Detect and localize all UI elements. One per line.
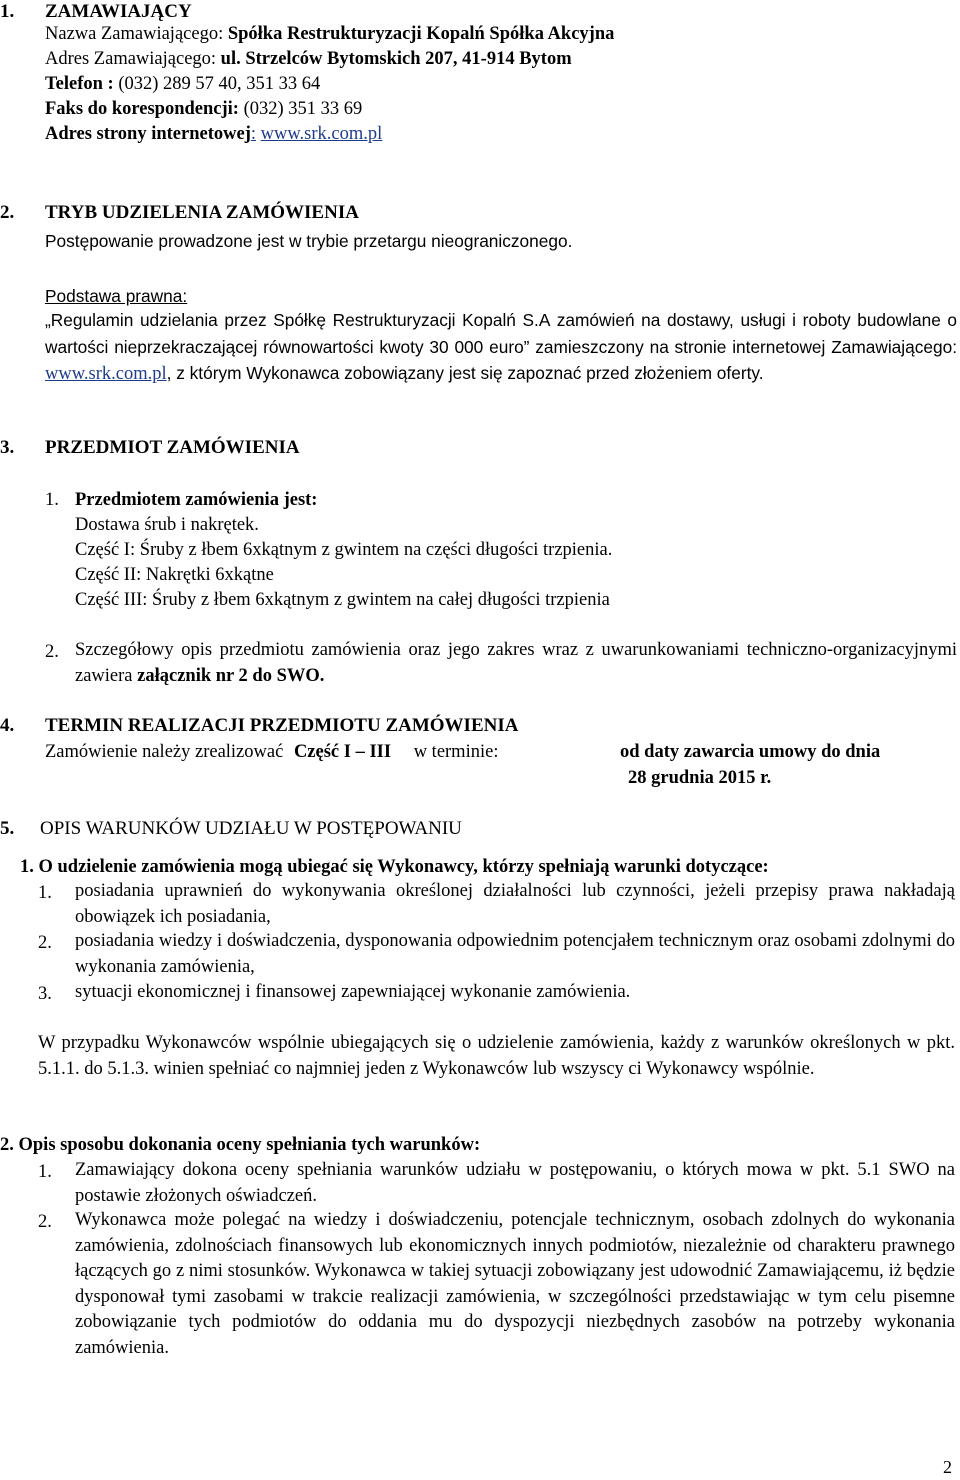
- legal-basis-link[interactable]: www.srk.com.pl: [45, 364, 167, 384]
- section-3-heading: 3. PRZEDMIOT ZAMÓWIENIA: [0, 437, 300, 458]
- deadline-value-1: od daty zawarcia umowy do dnia: [620, 742, 881, 762]
- condition-item: posiadania wiedzy i doświadczenia, dysponowania odpowiednim potencjałem technicznym oraz osobami zdolnymi do wykonania zamówienia,: [75, 931, 955, 977]
- section-4-title: TERMIN REALIZACJI PRZEDMIOTU ZAMÓWIENIA: [45, 715, 519, 736]
- contracting-name: Nazwa Zamawiającego: Spółka Restrukturyzacji Kopalń Spółka Akcyjna: [45, 24, 615, 44]
- subject-item-2: Szczegółowy opis przedmiotu zamówienia oraz jego zakres wraz z uwarunkowaniami techniczno-organizacyjnymi zawiera załącznik nr 2 do SWO.: [75, 640, 957, 686]
- section-1-heading: [0, 0, 192, 24]
- subject-line: Część III: Śruby z łbem 6xkątnym z gwintem na całej długości trzpienia: [75, 590, 610, 610]
- page-number: 2: [943, 1457, 952, 1477]
- section-1-title: ZAMAWIAJĄCY: [45, 1, 192, 22]
- procedure-mode-text: Postępowanie prowadzone jest w trybie przetargu nieograniczonego.: [45, 231, 573, 251]
- subject-item-1: 1. Przedmiotem zamówienia jest:: [45, 490, 318, 510]
- conditions-title: 1. O udzielenie zamówienia mogą ubiegać się Wykonawcy, którzy spełniają warunki dotyczące:: [20, 857, 769, 877]
- section-4-heading: 4. TERMIN REALIZACJI PRZEDMIOTU ZAMÓWIENIA: [0, 715, 519, 736]
- section-3-title: PRZEDMIOT ZAMÓWIENIA: [45, 437, 300, 458]
- contracting-fax: Faks do korespondencji: (032) 351 33 69: [45, 99, 363, 119]
- subject-item-2-number: 2.: [45, 642, 59, 662]
- assessment-item: Zamawiający dokona oceny spełniania warunków udziału w postępowaniu, o których mowa w pkt. 5.1 SWO na postawie złożonych oświadczeń.: [75, 1160, 955, 1206]
- contracting-address: Adres Zamawiającego: ul. Strzelców Bytomskich 207, 41-914 Bytom: [45, 49, 572, 69]
- subject-line: Część II: Nakrętki 6xkątne: [75, 565, 274, 585]
- joint-bidders-text: W przypadku Wykonawców wspólnie ubiegających się o udzielenie zamówienia, każdy z warunków określonych w pkt. 5.1.1. do 5.1.3. winien spełniać co najmniej jeden z Wykonawców lub wszyscy ci Wykonawcy wspólnie.: [38, 1033, 955, 1079]
- section-2-title: TRYB UDZIELENIA ZAMÓWIENIA: [45, 202, 359, 223]
- website-link[interactable]: www.srk.com.pl: [260, 124, 383, 144]
- section-2-heading: 2. TRYB UDZIELENIA ZAMÓWIENIA: [0, 202, 359, 223]
- condition-item: sytuacji ekonomicznej i finansowej zapewniającej wykonanie zamówienia.: [75, 982, 631, 1002]
- subject-item-1-title: Przedmiotem zamówienia jest:: [75, 490, 318, 510]
- contracting-website: Adres strony internetowej: www.srk.com.pl: [45, 124, 383, 144]
- deadline-value-2: 28 grudnia 2015 r.: [628, 768, 772, 788]
- assessment-title: 2. Opis sposobu dokonania oceny spełniania tych warunków:: [0, 1135, 481, 1155]
- section-5-heading: 5. OPIS WARUNKÓW UDZIAŁU W POSTĘPOWANIU: [0, 818, 462, 839]
- contracting-phone: Telefon : (032) 289 57 40, 351 33 64: [45, 74, 321, 94]
- subject-line: Część I: Śruby z łbem 6xkątnym z gwintem na części długości trzpienia.: [75, 540, 613, 560]
- legal-basis-text: „Regulamin udzielania przez Spółkę Restrukturyzacji Kopalń S.A zamówień na dostawy, usługi i roboty budowlane o wartości nieprzekraczającej równowartości kwoty 30 000 euro” zamieszczony na stronie internetowej Zamawiającego: www.srk.com.pl, z którym Wykonawca zobowiązany jest się zapoznać przed złożeniem oferty.: [45, 310, 958, 384]
- assessment-item: Wykonawca może polegać na wiedzy i doświadczeniu, potencjale technicznym, osobach zdolnych do wykonania zamówienia, zdolnościach finansowych lub ekonomicznych innych podmiotów, niezależnie od charakteru prawnego łączących go z nimi stosunków. Wykonawca w takiej sytuacji zobowiązany jest udowodnić Zamawiającemu, iż będzie dysponował tymi zasobami w trakcie realizacji zamówienia, w szczególności przedstawiając w tym celu pisemne zobowiązanie tych podmiotów do oddania mu do dyspozycji niezbędnych zasobów na potrzeby wykonania zamówienia.: [75, 1210, 955, 1358]
- section-5-title: OPIS WARUNKÓW UDZIAŁU W POSTĘPOWANIU: [40, 818, 462, 839]
- section-1-number: 1.: [0, 1, 15, 22]
- legal-basis-label: Podstawa prawna:: [45, 286, 188, 306]
- subject-line: Dostawa śrub i nakrętek.: [75, 515, 259, 535]
- deadline-text: Zamówienie należy zrealizować Część I – III w terminie:: [45, 742, 499, 762]
- condition-item: posiadania uprawnień do wykonywania określonej działalności lub czynności, jeżeli przepisy prawa nakładają obowiązek ich posiadania,: [75, 881, 955, 927]
